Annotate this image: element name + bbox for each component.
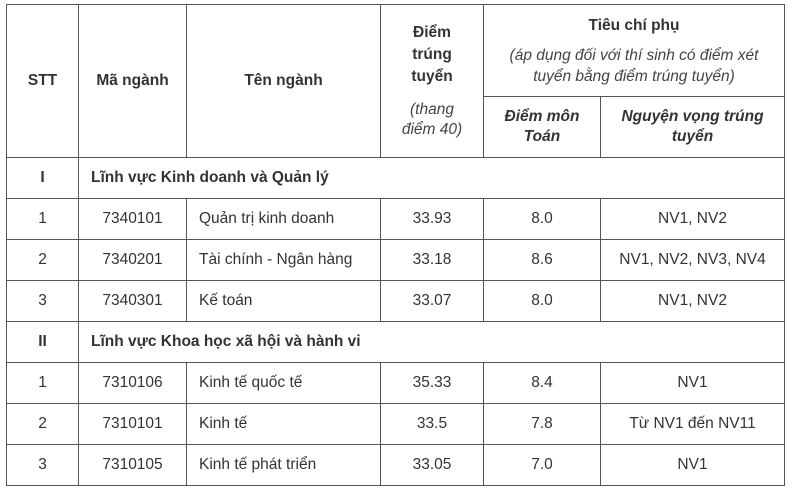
header-tieu-chi-note: (áp dụng đối với thí sinh có điểm xét tuyển bằng điểm trúng tuyển) bbox=[509, 46, 759, 85]
cell-math: 8.6 bbox=[484, 240, 601, 281]
cell-code: 7310106 bbox=[79, 363, 187, 404]
section-title: Lĩnh vực Khoa học xã hội và hành vi bbox=[79, 322, 785, 363]
header-diem-mon-toan: Điểm môn Toán bbox=[484, 97, 601, 158]
cell-stt: 3 bbox=[7, 281, 79, 322]
cell-code: 7340301 bbox=[79, 281, 187, 322]
header-diem-label: Điểm trúng tuyển bbox=[411, 24, 453, 85]
cell-name: Tài chính - Ngân hàng bbox=[187, 240, 381, 281]
header-tieu-chi-label: Tiêu chí phụ bbox=[588, 16, 680, 34]
cell-score: 33.5 bbox=[381, 404, 484, 445]
cell-name: Kế toán bbox=[187, 281, 381, 322]
header-nguyen-vong: Nguyện vọng trúng tuyển bbox=[601, 97, 785, 158]
header-stt: STT bbox=[7, 5, 79, 158]
cell-nv: Từ NV1 đến NV11 bbox=[601, 404, 785, 445]
cell-stt: 3 bbox=[7, 445, 79, 486]
table-row bbox=[7, 199, 785, 240]
cell-code: 7340201 bbox=[79, 240, 187, 281]
table-row bbox=[7, 281, 785, 322]
section-row bbox=[7, 158, 785, 199]
cell-math: 8.0 bbox=[484, 281, 601, 322]
cell-code: 7340101 bbox=[79, 199, 187, 240]
header-diem-trung-tuyen bbox=[381, 5, 484, 158]
header-tieu-chi-phu bbox=[484, 5, 785, 97]
cell-code: 7310101 bbox=[79, 404, 187, 445]
cell-score: 33.07 bbox=[381, 281, 484, 322]
cell-name: Kinh tế quốc tế bbox=[187, 363, 381, 404]
cell-stt: 1 bbox=[7, 363, 79, 404]
cell-stt: 2 bbox=[7, 404, 79, 445]
table-row bbox=[7, 445, 785, 486]
cell-code: 7310105 bbox=[79, 445, 187, 486]
cell-math: 8.0 bbox=[484, 199, 601, 240]
cell-score: 33.05 bbox=[381, 445, 484, 486]
cell-nv: NV1, NV2 bbox=[601, 199, 785, 240]
header-ma-nganh: Mã ngành bbox=[79, 5, 187, 158]
table-row bbox=[7, 404, 785, 445]
cell-score: 33.93 bbox=[381, 199, 484, 240]
cell-name: Kinh tế phát triển bbox=[187, 445, 381, 486]
section-row bbox=[7, 322, 785, 363]
cell-math: 8.4 bbox=[484, 363, 601, 404]
cell-name: Quản trị kinh doanh bbox=[187, 199, 381, 240]
cell-stt: 2 bbox=[7, 240, 79, 281]
cell-math: 7.8 bbox=[484, 404, 601, 445]
cell-score: 33.18 bbox=[381, 240, 484, 281]
table-row bbox=[7, 363, 785, 404]
header-thang-diem: (thang điểm 40) bbox=[401, 101, 463, 138]
cell-name: Kinh tế bbox=[187, 404, 381, 445]
cell-nv: NV1, NV2 bbox=[601, 281, 785, 322]
cell-stt: 1 bbox=[7, 199, 79, 240]
section-roman: I bbox=[7, 158, 79, 199]
section-title: Lĩnh vực Kinh doanh và Quản lý bbox=[79, 158, 785, 199]
cell-score: 35.33 bbox=[381, 363, 484, 404]
cell-nv: NV1, NV2, NV3, NV4 bbox=[601, 240, 785, 281]
table-row bbox=[7, 240, 785, 281]
cell-nv: NV1 bbox=[601, 445, 785, 486]
admission-score-table bbox=[6, 4, 785, 486]
header-ten-nganh: Tên ngành bbox=[187, 5, 381, 158]
cell-math: 7.0 bbox=[484, 445, 601, 486]
section-roman: II bbox=[7, 322, 79, 363]
cell-nv: NV1 bbox=[601, 363, 785, 404]
